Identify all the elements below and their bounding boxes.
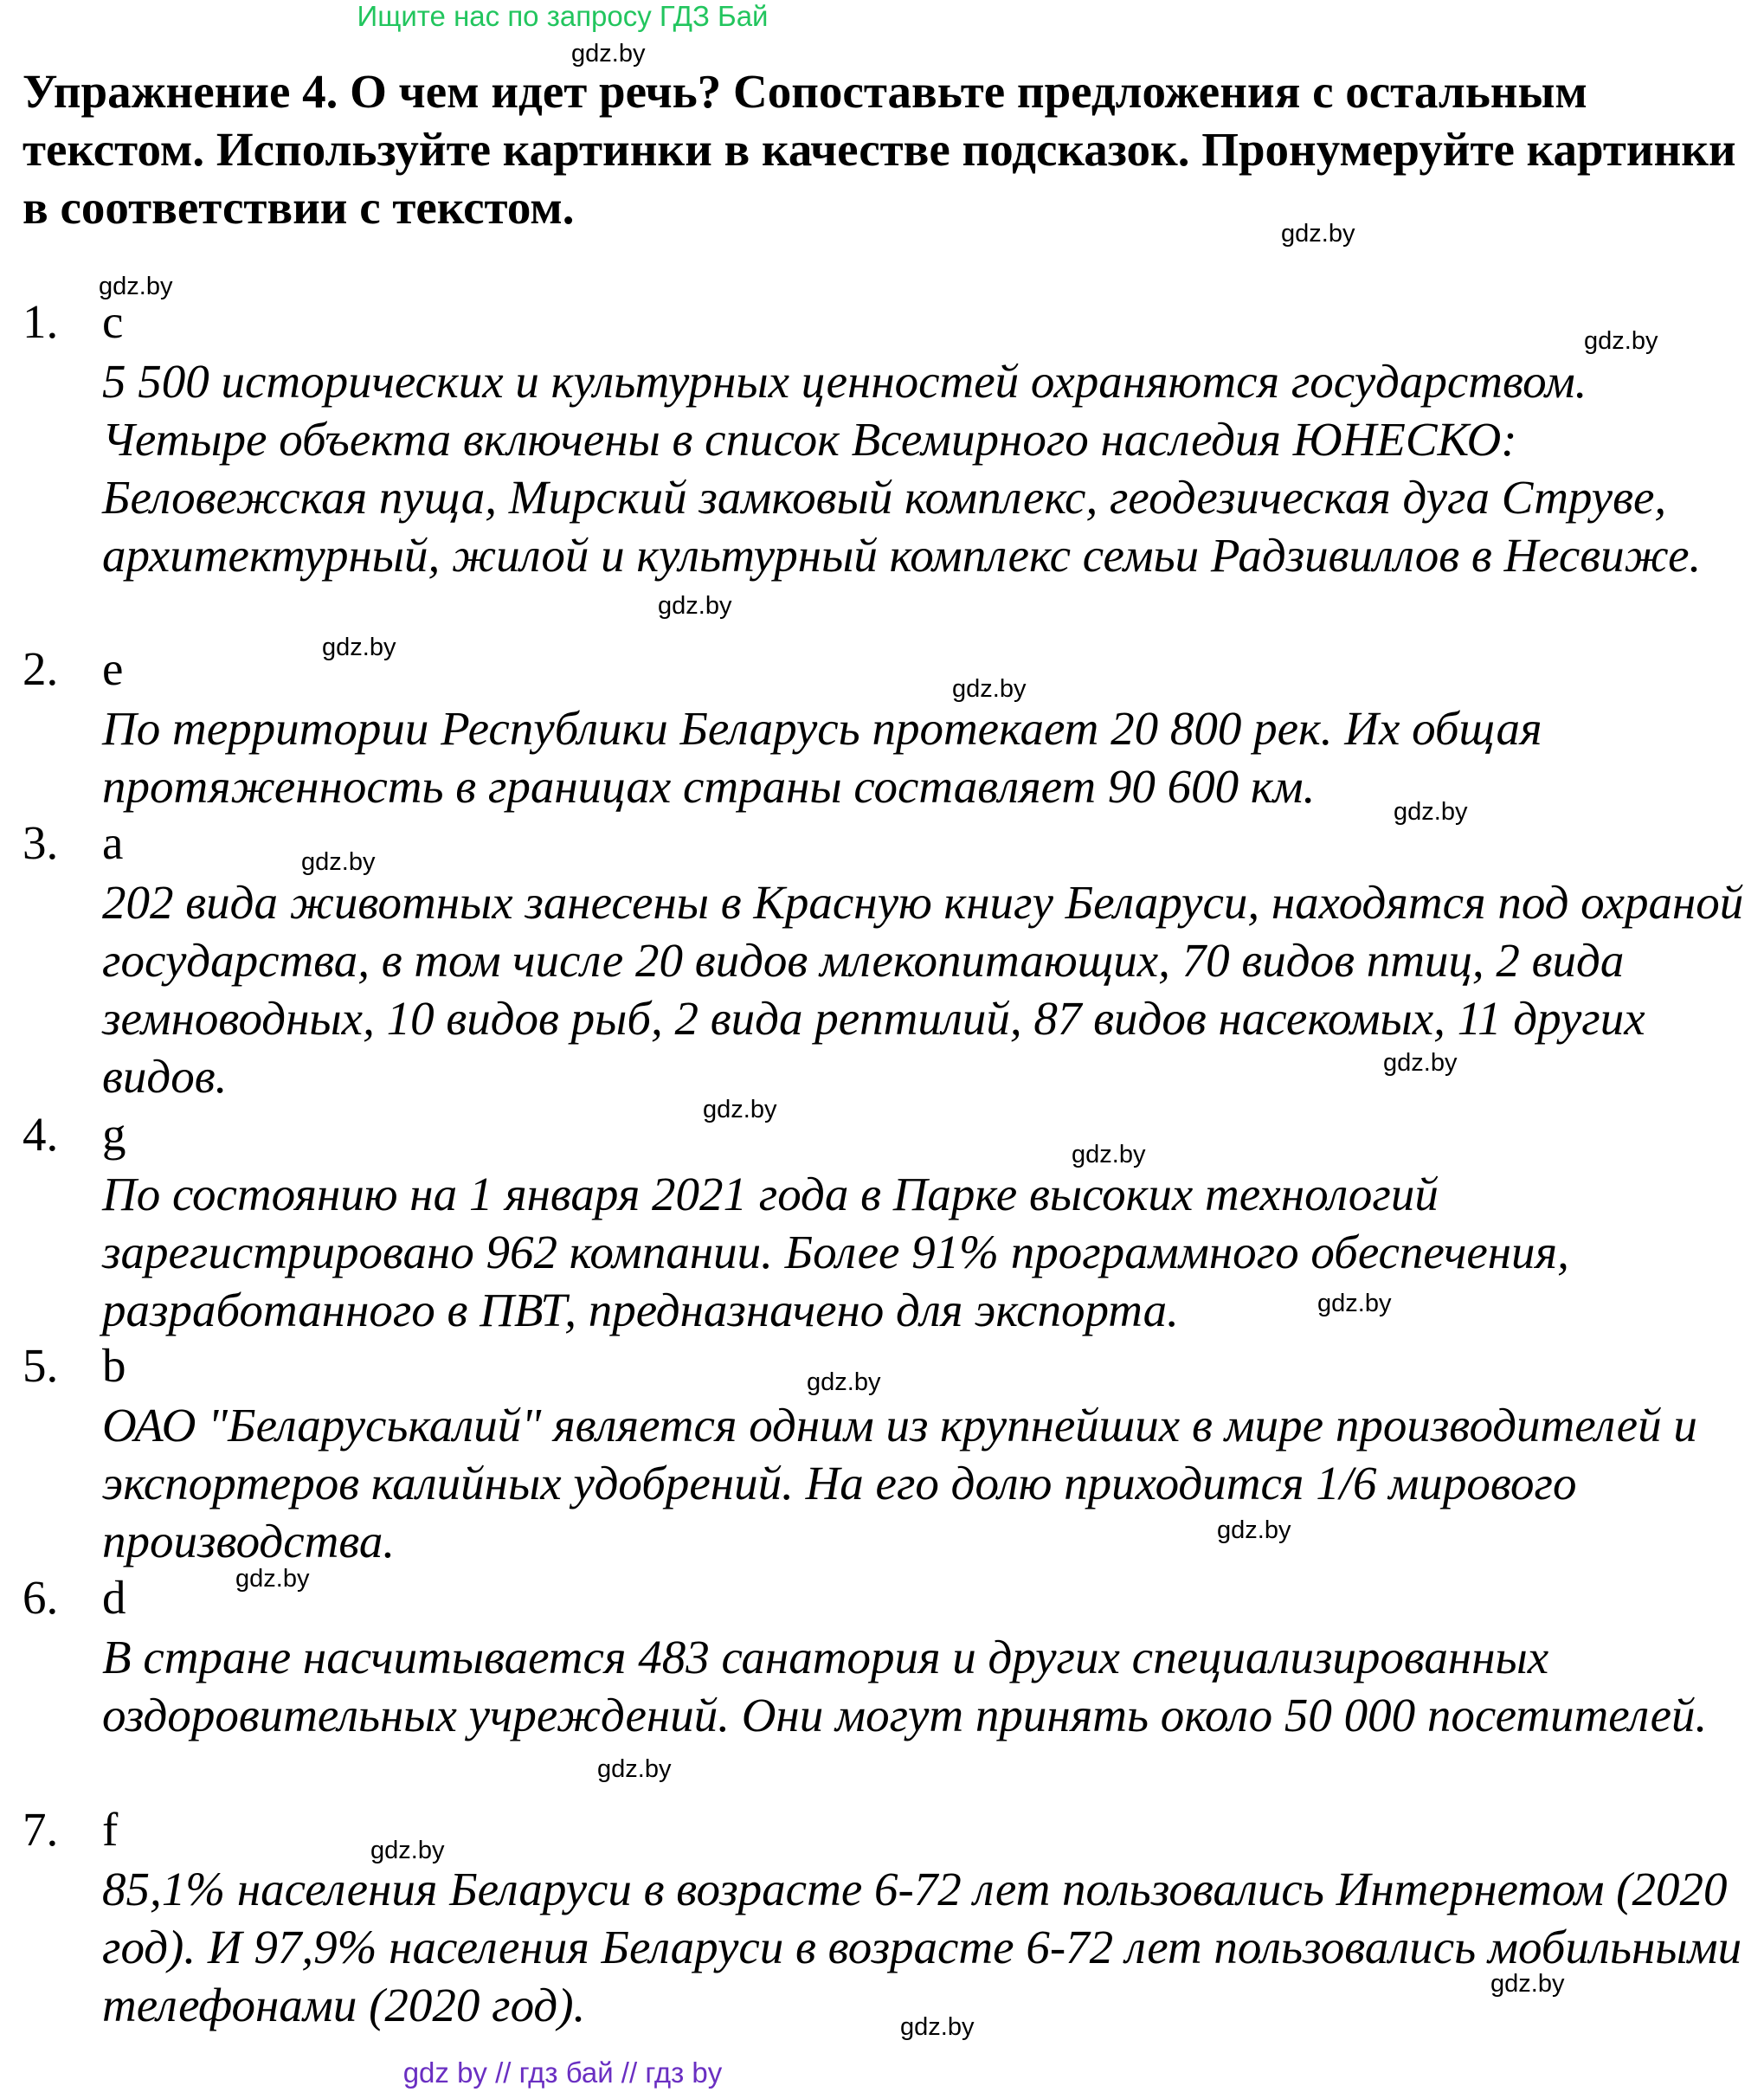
watermark: gdz.by <box>658 592 732 620</box>
watermark: gdz.by <box>1383 1049 1458 1077</box>
exercise-heading: Упражнение 4. О чем идет речь? Сопоставьте предложения с остальным текстом. Используйте картинки в качестве подсказок. Пронумеруйте картинки в соответствии с текстом. <box>23 65 1736 234</box>
watermark: gdz.by <box>807 1368 881 1396</box>
item-letter: f <box>102 1803 119 1856</box>
watermark: gdz.by <box>1394 798 1468 826</box>
watermark: gdz.by <box>1217 1516 1291 1544</box>
footer-links[interactable]: gdz by // гдз бай // гдз by <box>402 2057 723 2089</box>
item-letter: e <box>102 642 124 695</box>
watermark: gdz.by <box>1490 1970 1565 1998</box>
watermark: gdz.by <box>597 1755 672 1783</box>
watermark: gdz.by <box>900 2013 975 2041</box>
item-number: 3. <box>23 816 59 869</box>
item-text: ОАО "Беларуськалий" является одним из крупнейших в мире производителей и экспортеров калийных удобрений. На его долю приходится 1/6 мирового производства. <box>102 1399 1697 1567</box>
item-text: В стране насчитывается 483 санатория и других специализированных оздоровительных учреждений. Они могут принять около 50 000 посетителей. <box>102 1631 1708 1741</box>
watermark: gdz.by <box>571 40 646 68</box>
watermark: gdz.by <box>1317 1290 1392 1317</box>
item-number: 5. <box>23 1339 59 1392</box>
item-number: 7. <box>23 1803 59 1856</box>
item-number: 1. <box>23 295 59 348</box>
top-banner[interactable]: Ищите нас по запросу ГДЗ Бай <box>357 0 769 32</box>
item-text: 202 вида животных занесены в Красную книгу Беларуси, находятся под охраной государства, в том числе 20 видов млекопитающих, 70 видов птиц, 2 вида земноводных, 10 видов рыб, 2 вида рептилий, 87 видов насекомых, 11 других видов. <box>102 876 1744 1103</box>
watermark: gdz.by <box>301 848 376 876</box>
item-letter: c <box>102 295 124 348</box>
item-text: 5 500 исторических и культурных ценностей охраняются государством. Четыре объекта включены в список Всемирного наследия ЮНЕСКО: Беловежская пуща, Мирский замковый комплекс, геодезическая дуга Струве, архитектурный, жилой и культурный комплекс семьи Радзивиллов в Несвиже. <box>102 355 1702 582</box>
watermark: gdz.by <box>1072 1141 1146 1168</box>
watermark: gdz.by <box>370 1837 445 1864</box>
item-text: По территории Республики Беларусь протекает 20 800 рек. Их общая протяженность в границах страны составляет 90 600 км. <box>102 702 1542 813</box>
item-letter: d <box>102 1571 126 1624</box>
item-letter: g <box>102 1108 126 1161</box>
item-text: 85,1% населения Беларуси в возрасте 6-72 лет пользовались Интернетом (2020 год). И 97,9% населения Беларуси в возрасте 6-72 лет пользовались мобильными телефонами (2020 год). <box>102 1863 1742 2031</box>
item-letter: a <box>102 816 124 869</box>
item-number: 2. <box>23 642 59 695</box>
watermark: gdz.by <box>235 1565 310 1593</box>
item-text: По состоянию на 1 января 2021 года в Парке высоких технологий зарегистрировано 962 компании. Более 91% программного обеспечения, разработанного в ПВТ, предназначено для экспорта. <box>102 1168 1569 1336</box>
watermark: gdz.by <box>952 675 1027 703</box>
item-letter: b <box>102 1339 126 1392</box>
item-number: 6. <box>23 1571 59 1624</box>
watermark: gdz.by <box>99 273 173 300</box>
watermark: gdz.by <box>703 1096 777 1123</box>
watermark: gdz.by <box>1584 327 1658 355</box>
watermark: gdz.by <box>1281 220 1355 248</box>
watermark: gdz.by <box>322 634 396 661</box>
item-number: 4. <box>23 1108 59 1161</box>
